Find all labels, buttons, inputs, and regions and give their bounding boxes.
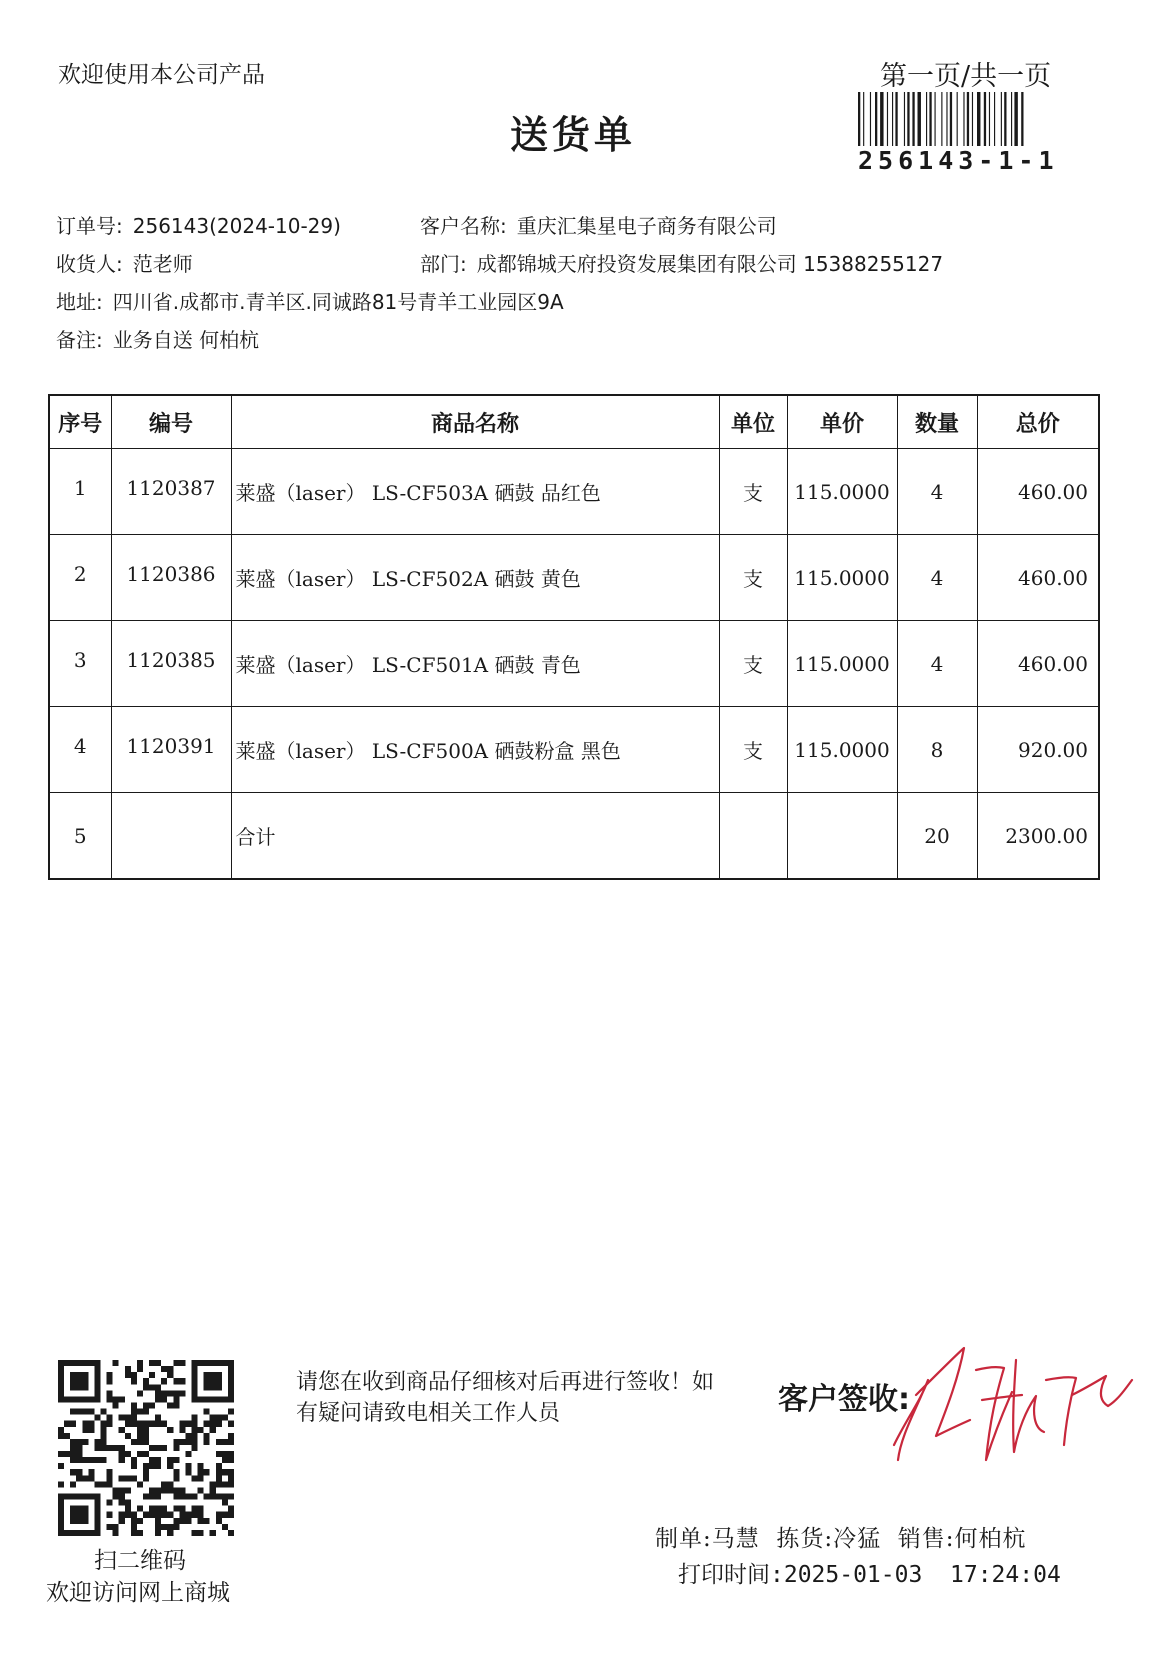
product-name-text: 莱盛（laser） LS-CF500A 硒鼓粉盒 黑色 — [235, 739, 621, 763]
department — [420, 248, 943, 277]
handwritten-signature — [886, 1340, 1136, 1480]
header-code: 编号 — [111, 395, 231, 449]
receiver-value: 范老师 — [132, 252, 193, 276]
table-row — [49, 621, 1099, 707]
cell-unit — [719, 707, 787, 793]
cell-total — [977, 449, 1099, 535]
receiver — [56, 248, 193, 277]
seq-text: 3 — [73, 647, 87, 672]
page-info: 第一页/共一页 — [880, 61, 1052, 92]
customer-value: 重庆汇集星电子商务有限公司 — [516, 214, 777, 238]
total-text: 460.00 — [1018, 651, 1088, 676]
cell-quantity — [897, 621, 977, 707]
cell-seq — [49, 793, 111, 880]
code-text: 1120391 — [126, 733, 216, 758]
cell-unit-price — [787, 449, 897, 535]
order-value: 256143(2024-10-29) — [132, 214, 341, 238]
unit-price-text: 115.0000 — [794, 651, 890, 676]
cell-seq — [49, 535, 111, 621]
cell-code — [111, 793, 231, 880]
cell-unit — [719, 449, 787, 535]
header-unit: 单位 — [719, 395, 787, 449]
unit-text: 支 — [743, 739, 763, 763]
cell-product-name — [231, 707, 719, 793]
remark — [56, 324, 259, 353]
customer-signature-label: 客户签收: — [778, 1382, 910, 1417]
welcome-text: 欢迎使用本公司产品 — [58, 62, 265, 88]
total-text: 460.00 — [1018, 479, 1088, 504]
qr-caption-scan: 扫二维码 — [94, 1548, 186, 1574]
cell-quantity — [897, 707, 977, 793]
cell-total — [977, 793, 1099, 880]
customer-label: 客户名称: — [420, 214, 507, 238]
unit-text: 支 — [743, 567, 763, 591]
header-quantity: 数量 — [897, 395, 977, 449]
address — [56, 286, 564, 315]
table-row — [49, 707, 1099, 793]
header-product-name: 商品名称 — [231, 395, 719, 449]
cell-unit-price — [787, 535, 897, 621]
barcode-number: 256143-1-1 — [858, 146, 1059, 175]
remark-value: 业务自送 何柏杭 — [112, 328, 260, 352]
address-label: 地址: — [56, 290, 103, 314]
product-name-text: 莱盛（laser） LS-CF503A 硒鼓 品红色 — [235, 481, 601, 505]
product-name-text: 莱盛（laser） LS-CF502A 硒鼓 黄色 — [235, 567, 581, 591]
header-total: 总价 — [977, 395, 1099, 449]
cell-quantity — [897, 535, 977, 621]
total-text: 460.00 — [1018, 565, 1088, 590]
sum-total-text: 2300.00 — [1005, 823, 1088, 848]
cell-seq — [49, 621, 111, 707]
cell-total — [977, 621, 1099, 707]
quantity-text: 4 — [930, 565, 944, 590]
remark-label: 备注: — [56, 328, 103, 352]
cell-unit — [719, 621, 787, 707]
cell-quantity — [897, 449, 977, 535]
unit-price-text: 115.0000 — [794, 565, 890, 590]
sum-quantity-text: 20 — [924, 823, 950, 848]
address-value: 四川省.成都市.青羊区.同诚路81号青羊工业园区9A — [112, 290, 564, 314]
receipt-notice: 请您在收到商品仔细核对后再进行签收！如有疑问请致电相关工作人员 — [296, 1370, 715, 1426]
staff-info: 制单:马慧 拣货:冷猛 销售:何柏杭 — [655, 1526, 1027, 1552]
cell-seq — [49, 707, 111, 793]
customer-name — [420, 210, 777, 239]
cell-unit — [719, 793, 787, 880]
sum-label-text: 合计 — [235, 825, 276, 849]
order-number — [56, 210, 341, 239]
cell-sum-label — [231, 793, 719, 880]
qr-caption-visit: 欢迎访问网上商城 — [46, 1580, 230, 1606]
code-text: 1120387 — [126, 475, 216, 500]
print-time: 打印时间:2025-01-03 17:24:04 — [678, 1562, 1061, 1588]
cell-code — [111, 707, 231, 793]
barcode — [858, 92, 1066, 146]
cell-product-name — [231, 449, 719, 535]
cell-unit-price — [787, 707, 897, 793]
cell-seq — [49, 449, 111, 535]
items-table — [48, 394, 1100, 880]
product-name-text: 莱盛（laser） LS-CF501A 硒鼓 青色 — [235, 653, 581, 677]
department-value: 成都锦城天府投资发展集团有限公司 15388255127 — [476, 252, 944, 276]
unit-text: 支 — [743, 481, 763, 505]
cell-code — [111, 535, 231, 621]
qr-code — [58, 1360, 234, 1536]
cell-unit — [719, 535, 787, 621]
receiver-label: 收货人: — [56, 252, 123, 276]
seq-text: 2 — [73, 561, 87, 586]
cell-code — [111, 449, 231, 535]
unit-price-text: 115.0000 — [794, 737, 890, 762]
unit-text: 支 — [743, 653, 763, 677]
document-title: 送货单 — [510, 113, 637, 157]
seq-text: 5 — [73, 823, 87, 848]
cell-unit-price — [787, 621, 897, 707]
quantity-text: 4 — [930, 479, 944, 504]
quantity-text: 4 — [930, 651, 944, 676]
quantity-text: 8 — [930, 737, 944, 762]
cell-total — [977, 707, 1099, 793]
seq-text: 4 — [73, 733, 87, 758]
seq-text: 1 — [73, 475, 87, 500]
header-seq: 序号 — [49, 395, 111, 449]
code-text: 1120386 — [126, 561, 216, 586]
order-label: 订单号: — [56, 214, 123, 238]
cell-total — [977, 535, 1099, 621]
cell-code — [111, 621, 231, 707]
cell-quantity — [897, 793, 977, 880]
cell-unit-price — [787, 793, 897, 880]
cell-product-name — [231, 621, 719, 707]
cell-product-name — [231, 535, 719, 621]
code-text: 1120385 — [126, 647, 216, 672]
unit-price-text: 115.0000 — [794, 479, 890, 504]
total-text: 920.00 — [1018, 737, 1088, 762]
header-unit-price: 单价 — [787, 395, 897, 449]
table-sum-row — [49, 793, 1099, 880]
table-row — [49, 535, 1099, 621]
department-label: 部门: — [420, 252, 467, 276]
table-header-row — [49, 395, 1099, 449]
table-row — [49, 449, 1099, 535]
